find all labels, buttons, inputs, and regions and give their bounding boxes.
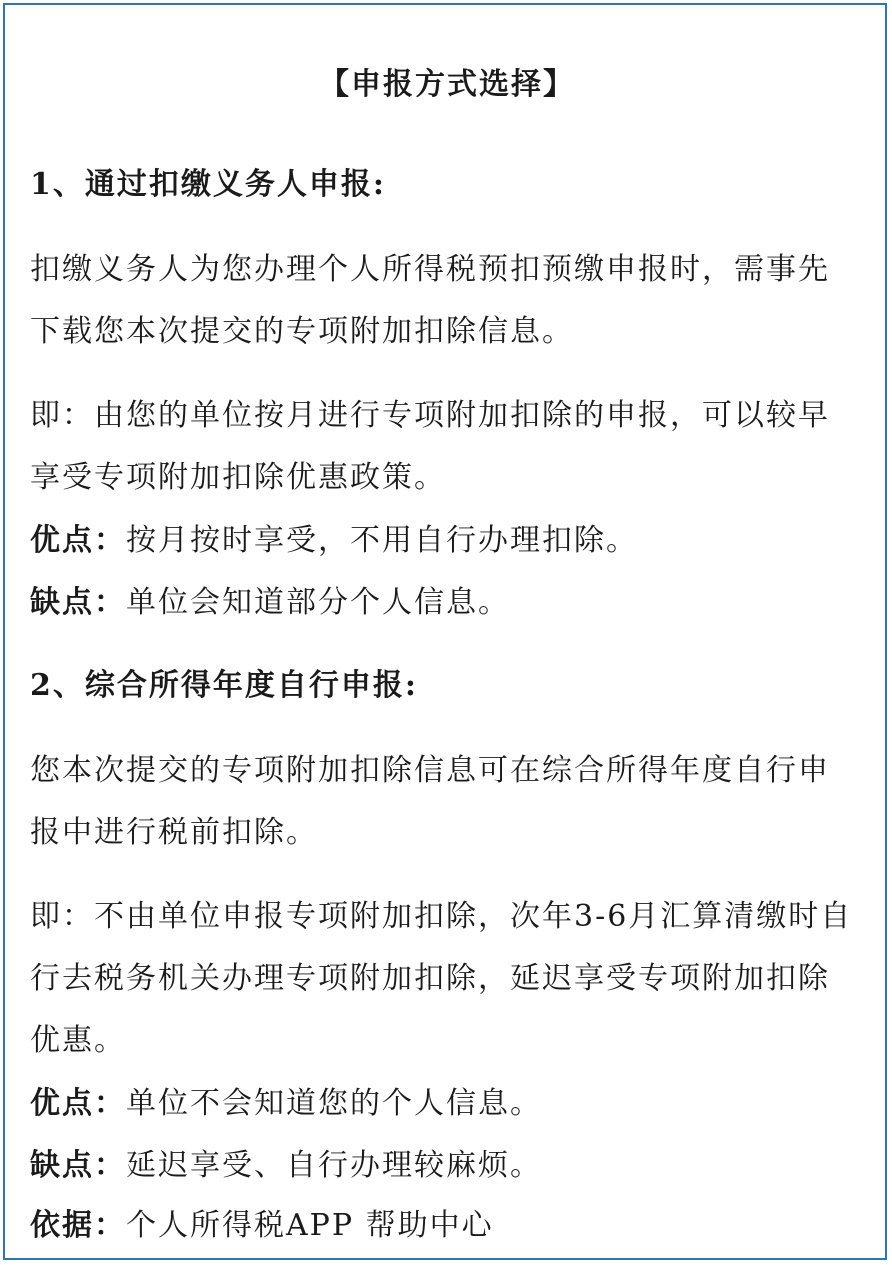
section1-pros [30,523,638,559]
section2-cons-label: 缺点： [30,1148,126,1183]
section2-cons-text: 延迟享受、自行办理较麻烦。 [126,1148,542,1183]
section1-meaning-line2: 享受专项附加扣除优惠政策。 [30,460,446,495]
section2-heading: 2、综合所得年度自行申报: [30,668,418,703]
section1-cons-label: 缺点： [30,585,126,620]
basis-label: 依据： [30,1208,126,1243]
document-frame [3,3,887,1260]
section2-pros [30,1086,542,1122]
section1-cons-text: 单位会知道部分个人信息。 [126,585,510,620]
section2-pros-text: 单位不会知道您的个人信息。 [126,1086,542,1121]
section1-desc-line2: 下载您本次提交的专项附加扣除信息。 [30,314,574,349]
section1-heading: 1、通过扣缴义务人申报: [30,167,386,202]
section1-meaning-line1: 即：由您的单位按月进行专项附加扣除的申报，可以较早 [30,398,830,433]
basis-line [30,1208,494,1244]
section2-meaning-line3: 优惠。 [30,1023,126,1058]
page-title: 【申报方式选择】 [319,67,575,102]
section2-pros-label: 优点： [30,1086,126,1121]
basis-text: 个人所得税APP 帮助中心 [126,1208,494,1243]
section1-desc-line1: 扣缴义务人为您办理个人所得税预扣预缴申报时，需事先 [30,252,830,287]
section2-desc-line1: 您本次提交的专项附加扣除信息可在综合所得年度自行申 [30,753,830,788]
section1-pros-text: 按月按时享受，不用自行办理扣除。 [126,523,638,558]
section1-cons [30,585,510,621]
section2-meaning-line1: 即：不由单位申报专项附加扣除，次年3-6月汇算清缴时自 [30,899,853,934]
section2-cons [30,1148,542,1184]
section1-pros-label: 优点： [30,523,126,558]
section2-desc-line2: 报中进行税前扣除。 [30,815,318,850]
section2-meaning-line2: 行去税务机关办理专项附加扣除，延迟享受专项附加扣除 [30,961,830,996]
